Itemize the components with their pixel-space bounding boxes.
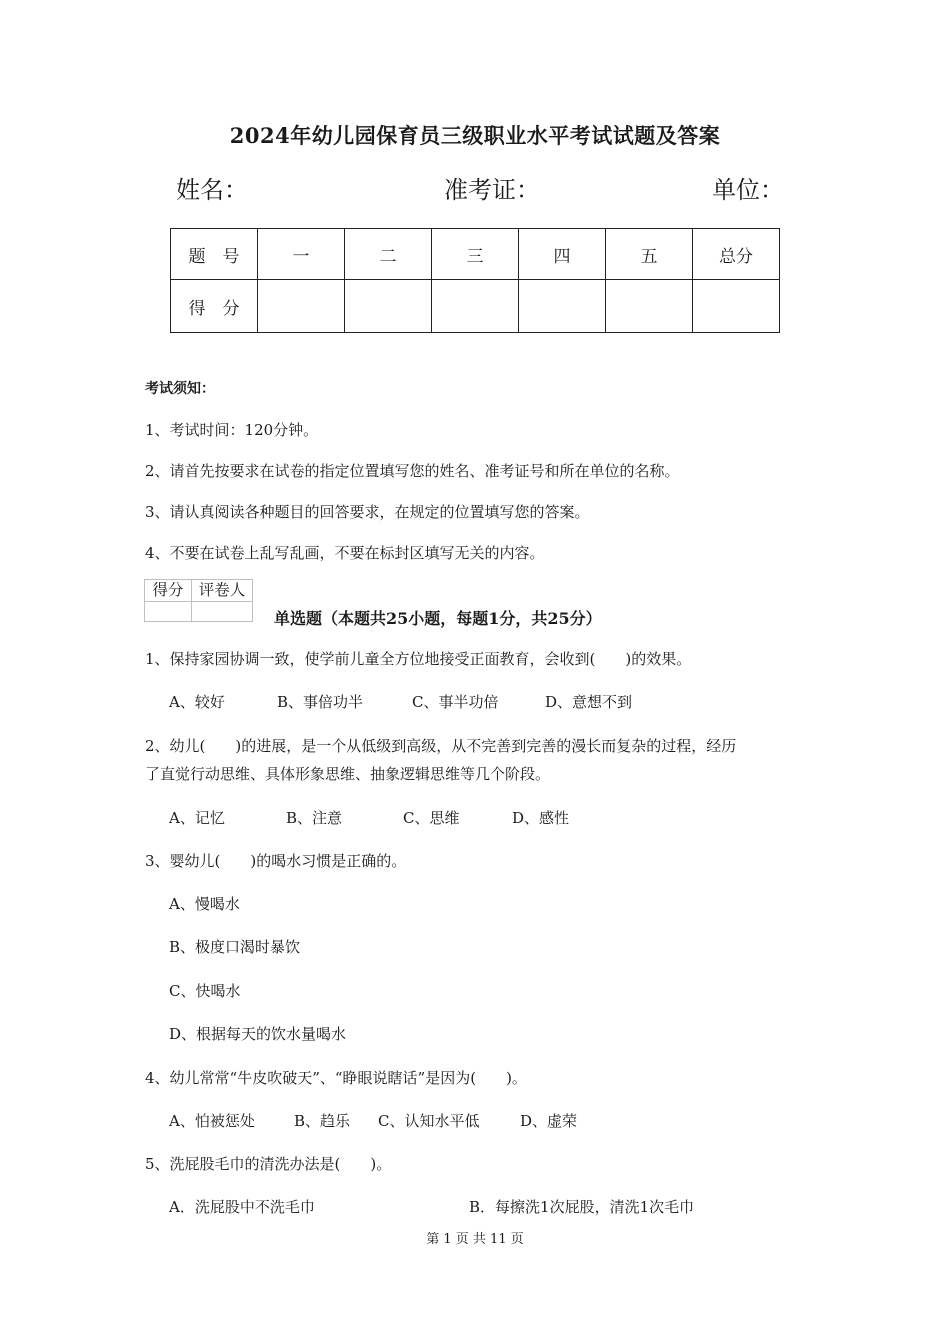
- question-2-option-a: A、记忆: [169, 809, 225, 827]
- grader-name-label: 评卷人: [192, 580, 253, 602]
- document-title: 2024年幼儿园保育员三级职业水平考试试题及答案: [229, 123, 721, 148]
- question-2-stem-line-2: 了直觉行动思维、具体形象思维、抽象逻辑思维等几个阶段。: [145, 765, 551, 783]
- question-4-option-a: A、怕被惩处: [169, 1112, 255, 1130]
- question-5-option-a: A．洗屁股中不洗毛巾: [169, 1198, 315, 1216]
- question-4-option-c: C、认知水平低: [378, 1112, 480, 1130]
- ticket-field-label: 准考证：: [444, 176, 540, 204]
- score-cell-3: [432, 280, 519, 333]
- notice-heading: 考试须知：: [145, 381, 215, 397]
- score-table-score-row: [171, 280, 780, 333]
- question-2-option-b: B、注意: [286, 809, 343, 827]
- question-1-option-a: A、较好: [169, 693, 225, 711]
- score-header-label: 题 号: [171, 229, 258, 280]
- unit-field-label: 单位：: [712, 176, 784, 204]
- notice-item-4: 4、不要在试卷上乱写乱画，不要在标封区填写无关的内容。: [145, 544, 545, 562]
- score-header-total: 总分: [693, 229, 780, 280]
- question-4-stem: 4、幼儿常常“牛皮吹破天”、“睁眼说瞎话”是因为( )。: [145, 1069, 527, 1087]
- score-cell-1: [258, 280, 345, 333]
- score-cell-4: [519, 280, 606, 333]
- score-header-5: 五: [606, 229, 693, 280]
- section-heading: 单选题（本题共25小题，每题1分，共25分）: [274, 609, 602, 628]
- grader-name-cell: [192, 602, 253, 622]
- question-4-option-d: D、虚荣: [520, 1112, 578, 1130]
- question-4-option-b: B、趋乐: [294, 1112, 351, 1130]
- question-5-stem: 5、洗屁股毛巾的清洗办法是( )。: [145, 1155, 392, 1173]
- notice-item-3: 3、请认真阅读各种题目的回答要求，在规定的位置填写您的答案。: [145, 503, 590, 521]
- grader-score-cell: [145, 602, 192, 622]
- question-2-option-d: D、感性: [512, 809, 570, 827]
- score-table: [170, 228, 780, 333]
- notice-item-1: 1、考试时间：120分钟。: [145, 421, 319, 439]
- question-1-option-d: D、意想不到: [545, 693, 633, 711]
- question-3-option-b: B、极度口渴时暴饮: [169, 938, 301, 956]
- question-1-stem: 1、保持家园协调一致，使学前儿童全方位地接受正面教育，会收到( )的效果。: [145, 650, 692, 668]
- question-1-option-c: C、事半功倍: [412, 693, 499, 711]
- score-header-1: 一: [258, 229, 345, 280]
- score-header-4: 四: [519, 229, 606, 280]
- question-3-option-c: C、快喝水: [169, 982, 241, 1000]
- question-1-option-b: B、事倍功半: [277, 693, 364, 711]
- score-header-2: 二: [345, 229, 432, 280]
- name-field-label: 姓名：: [176, 176, 248, 204]
- question-5-option-b: B．每擦洗1次屁股，清洗1次毛巾: [469, 1198, 695, 1216]
- grader-box-header-row: [145, 580, 253, 602]
- grader-box-blank-row: [145, 602, 253, 622]
- question-3-stem: 3、婴幼儿( )的喝水习惯是正确的。: [145, 852, 407, 870]
- grader-score-label: 得分: [145, 580, 192, 602]
- page-footer: 第 1 页 共 11 页: [426, 1232, 524, 1247]
- question-2-stem-line-1: 2、幼儿( )的进展，是一个从低级到高级，从不完善到完善的漫长而复杂的过程，经历: [145, 737, 737, 755]
- question-3-option-a: A、慢喝水: [169, 895, 240, 913]
- score-cell-2: [345, 280, 432, 333]
- question-2-option-c: C、思维: [403, 809, 460, 827]
- notice-item-2: 2、请首先按要求在试卷的指定位置填写您的姓名、准考证号和所在单位的名称。: [145, 462, 680, 480]
- score-row-label: 得 分: [171, 280, 258, 333]
- score-cell-total: [693, 280, 780, 333]
- grader-box: [144, 579, 253, 622]
- score-table-header-row: [171, 229, 780, 280]
- score-cell-5: [606, 280, 693, 333]
- question-3-option-d: D、根据每天的饮水量喝水: [169, 1025, 347, 1043]
- score-header-3: 三: [432, 229, 519, 280]
